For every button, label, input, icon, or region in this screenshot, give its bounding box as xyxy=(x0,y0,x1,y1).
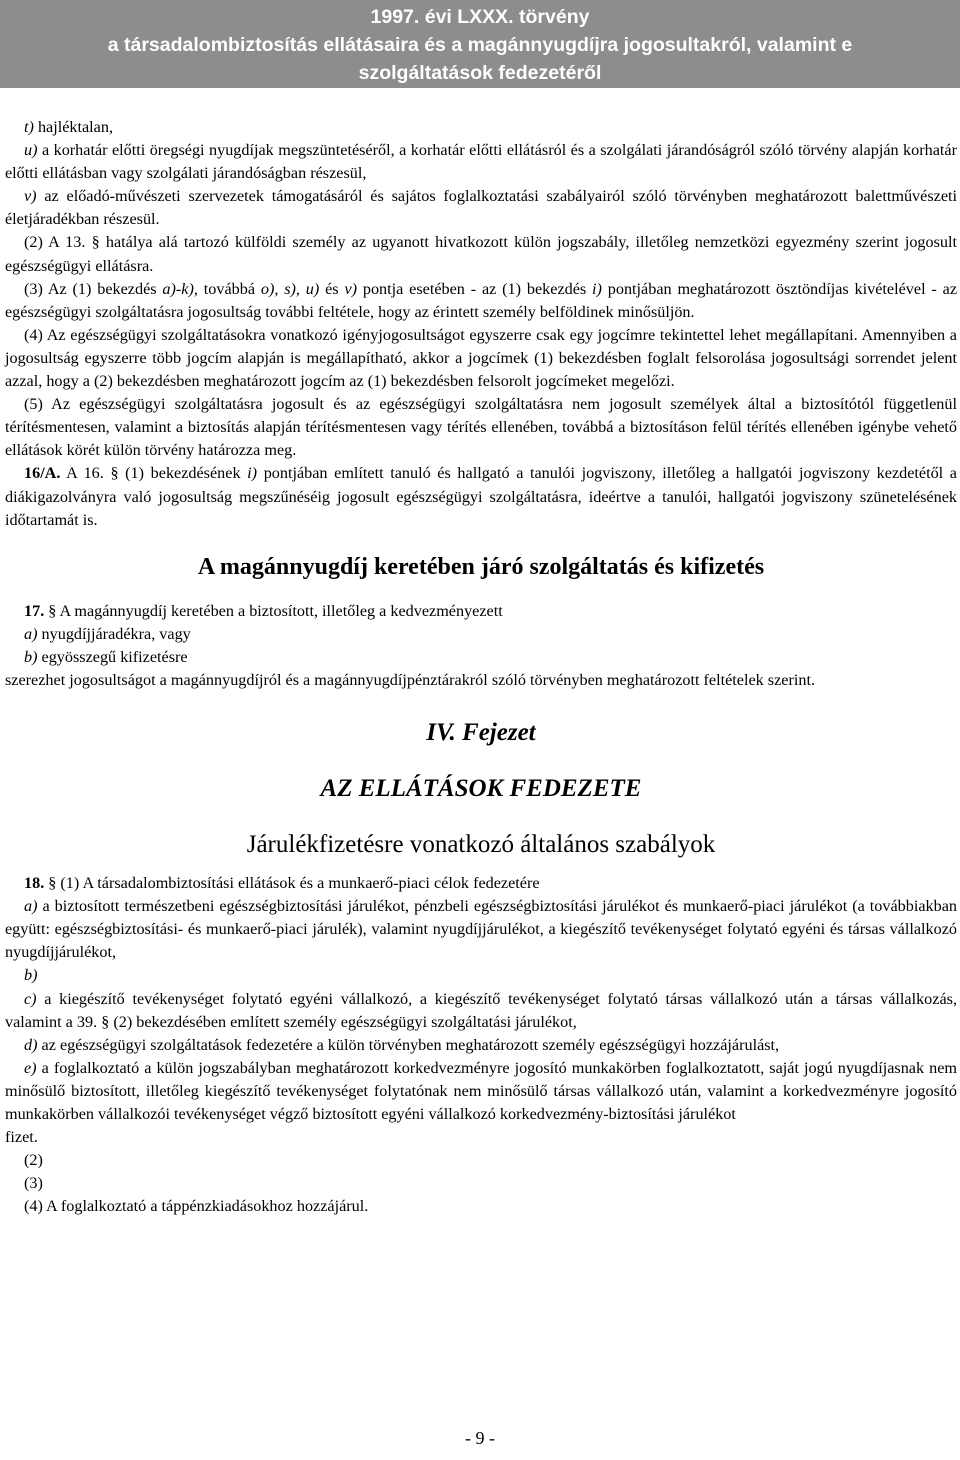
paragraph-4: (4) Az egészségügyi szolgáltatásokra vonatkozó igényjogosultságot egyszerre csak egy jogcímre tekintettel lehet megállapítani. Amennyiben a jogosultság egyszerre több jogcím alapján is megállapítható, akkor a jogcímek (1) bekezdésben foglalt felsorolása jogosultsági sorrendet jelent azzal, hogy a (2) bekezdésben meghatározott jogcím az (1) bekezdésben felsorolt jogcímeket megelőzi. xyxy=(5,325,957,391)
item-text: hajléktalan, xyxy=(33,118,113,136)
section-16a xyxy=(5,462,957,531)
item-label: b) xyxy=(24,966,38,985)
header-subtitle-line2: szolgáltatások fedezetéről xyxy=(358,62,602,84)
item-label: c) xyxy=(24,989,37,1008)
item-b xyxy=(5,964,957,987)
header-title: 1997. évi LXXX. törvény xyxy=(370,6,590,28)
item-text: a biztosított természetbeni egészségbiztosítási járulékot, pénzbeli egészségbiztosítási járulékot és munkaerő-piaci járulékot (a továbbiakban együtt: egészségbiztosítási- és munkaerő-piaci járulék), valamint nyugdíjjárulékot, a kiegészítő tevékenységet folytató egyéni és társas vállalkozó nyugdíjjárulékot, xyxy=(5,897,957,962)
item-text: egyösszegű kifizetésre xyxy=(37,647,188,666)
section-18 xyxy=(5,872,957,895)
item-c xyxy=(5,988,957,1034)
section-18-fizet: fizet. xyxy=(5,1128,38,1147)
document-body xyxy=(5,116,957,1218)
section-number: 17. xyxy=(24,601,45,620)
paragraph-5: (5) Az egészségügyi szolgáltatásra jogosult és az egészségügyi szolgáltatásra nem jogosult személyek által a biztosítótól függetlenül térítésmentesen, valamint a biztosítás alapján térítésmentesen vagy térítés ellenében, továbbá a biztosításon felül térítés ellenében igénybe vehető ellátások körét külön törvény határozza meg. xyxy=(5,395,957,460)
paragraph-18-3: (3) xyxy=(24,1174,43,1193)
text-run-italic: i) xyxy=(592,279,602,298)
document-header xyxy=(0,0,960,88)
item-text: a kiegészítő tevékenységet folytató egyéni vállalkozó, a kiegészítő tevékenységet folytató társas vállalkozó után a társas vállalkozás, valamint a 39. § (2) bekezdésében említett személy egészségügyi szolgáltatási járulékot, xyxy=(5,989,957,1031)
item-label: t) xyxy=(24,118,34,136)
item-label: b) xyxy=(24,647,38,666)
item-text: az előadó-művészeti szervezetek támogatásáról és sajátos foglalkoztatási szabályairól szóló törvényben meghatározott balettművészeti életjáradékban részesül. xyxy=(5,187,957,229)
section-number: 18. xyxy=(24,874,45,893)
paragraph-3 xyxy=(5,278,957,324)
item-label: a) xyxy=(24,897,38,916)
item-text: nyugdíjjáradékra, vagy xyxy=(37,624,191,643)
paragraph-18-2: (2) xyxy=(24,1151,43,1170)
text-run-italic: a)-k), xyxy=(162,279,198,298)
item-b xyxy=(5,646,957,669)
text-run-italic: i) xyxy=(247,464,258,483)
item-label: a) xyxy=(24,624,38,643)
text-run: A 16. § (1) bekezdésének xyxy=(60,464,248,483)
item-text: a korhatár előtti öregségi nyugdíjak megszüntetéséről, a korhatár előtti ellátásról és a szolgálati járandóságról szóló törvény alapján korhatár előtti ellátásban vagy szolgálati járandóságban részesül, xyxy=(5,141,957,183)
item-label: d) xyxy=(24,1035,38,1054)
section-17-tail: szerezhet jogosultságot a magánnyugdíjról és a magánnyugdíjpénztárakról szóló törvényben meghatározott feltételek szerint. xyxy=(5,670,815,689)
item-label: u) xyxy=(24,141,38,160)
text-run: és xyxy=(319,279,345,298)
text-run: pontjában meghatározott ösztöndíjas kivételével - az egészségügyi szolgáltatásra jogosultság további feltétele, hogy az érintett személy belföldinek minősüljön. xyxy=(5,279,957,321)
text-run: továbbá xyxy=(197,279,261,298)
item-d xyxy=(5,1034,957,1057)
item-label: v) xyxy=(24,187,37,206)
text-run: § (1) A társadalombiztosítási ellátások és a munkaerő-piaci célok fedezetére xyxy=(44,874,540,893)
item-u xyxy=(5,139,957,185)
item-a xyxy=(5,895,957,964)
section-number: 16/A. xyxy=(24,464,61,483)
page-number: - 9 - xyxy=(465,1428,495,1448)
text-run-italic: v) xyxy=(344,279,358,298)
header-subtitle-line1: a társadalombiztosítás ellátásaira és a magánnyugdíjra jogosultakról, valamint e xyxy=(107,34,853,56)
item-e xyxy=(5,1057,957,1126)
text-run-italic: o), s), u) xyxy=(260,279,320,298)
item-t xyxy=(5,116,957,139)
text-run: (3) Az (1) bekezdés xyxy=(24,279,163,298)
text-run: pontjában említett tanuló és hallgató a tanulói jogviszony, illetőleg a hallgatói jogviszony kezdetétől a diákigazolványra való jogosultság megszűnéséig jogosult egészségügyi szolgáltatásra, ideértve a tanulói, hallgatói jogviszony szünetelésének időtartamát is. xyxy=(5,464,957,529)
paragraph-18-4: (4) A foglalkoztató a táppénzkiadásokhoz hozzájárul. xyxy=(24,1197,369,1216)
subheading: Járulékfizetésre vonatkozó általános szabályok xyxy=(246,831,716,859)
paragraph-2: (2) A 13. § hatálya alá tartozó külföldi személy az ugyanott hivatkozott külön jogszabály, illetőleg nemzetközi egyezmény szerint jogosult egészségügyi ellátásra. xyxy=(5,233,957,275)
item-a xyxy=(5,623,957,646)
item-text: az egészségügyi szolgáltatások fedezetére a külön törvényben meghatározott személy egészségügyi hozzájárulást, xyxy=(37,1035,780,1054)
section-heading: A magánnyugdíj keretében járó szolgáltatás és kifizetés xyxy=(197,553,765,580)
text-run: § A magánnyugdíj keretében a biztosított, illetőleg a kedvezményezett xyxy=(44,601,503,620)
text-run: pontja esetében - az (1) bekezdés xyxy=(357,279,593,298)
section-17 xyxy=(5,600,957,623)
item-v xyxy=(5,185,957,231)
item-text: a foglalkoztató a külön jogszabályban meghatározott korkedvezményre jogosító munkakörben foglalkoztatott, saját jogú nyugdíjasnak nem minősülő biztosított, illetőleg kiegészítő tevékenységet folytatónak nem minősülő társas vállalkozó után, valamint a korkedvezményre jogosító munkakörben vállalkozói tevékenységet végző biztosított egyéni vállalkozó korkedvezmény-biztosítási járulékot xyxy=(5,1058,957,1123)
chapter-title: AZ ELLÁTÁSOK FEDEZETE xyxy=(320,775,642,803)
chapter-number: IV. Fejezet xyxy=(426,719,536,747)
item-label: e) xyxy=(24,1058,37,1077)
